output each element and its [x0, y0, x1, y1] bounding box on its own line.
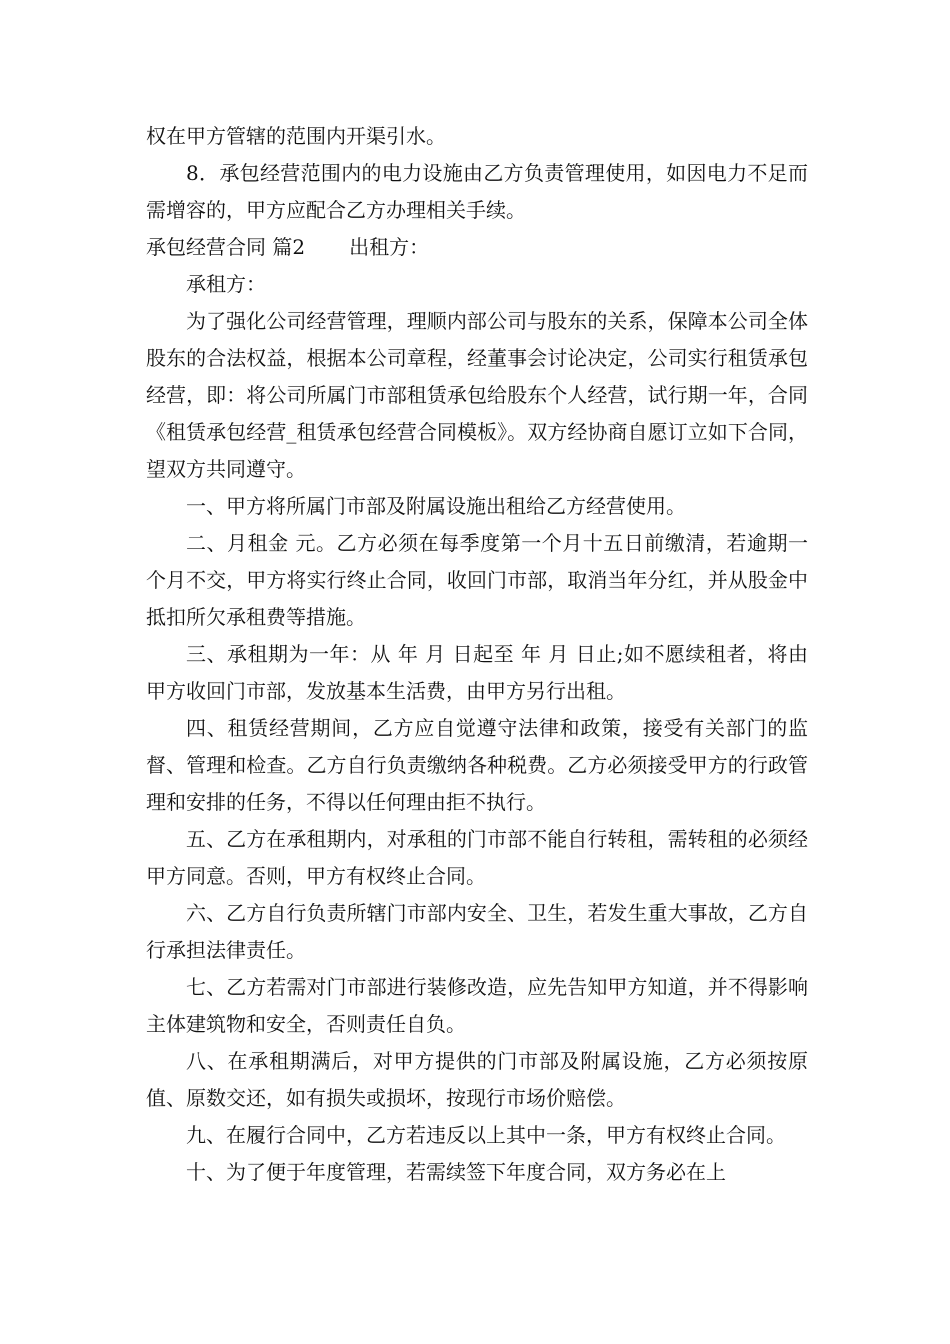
- paragraph-continuation: 权在甲方管辖的范围内开渠引水。: [146, 124, 446, 148]
- document-body: [146, 118, 808, 1191]
- paragraph-clause-1: 一、甲方将所属门市部及附属设施出租给乙方经营使用。: [186, 494, 686, 518]
- lessor-label: 出租方：: [349, 235, 430, 259]
- paragraph-clause-8b: 八、在承租期满后，对甲方提供的门市部及附属设施，乙方必须按原值、原数交还，如有损失或损坏，按现行市场价赔偿。: [146, 1049, 808, 1110]
- paragraph-clause-3: 三、承租期为一年：从 年 月 日起至 年 月 日止;如不愿续租者，将由甲方收回门市部，发放基本生活费，由甲方另行出租。: [146, 642, 808, 703]
- paragraph-clause-5: 五、乙方在承租期内，对承租的门市部不能自行转租，需转租的必须经甲方同意。否则，甲方有权终止合同。: [146, 827, 808, 888]
- paragraph-clause-6: 六、乙方自行负责所辖门市部内安全、卫生，若发生重大事故，乙方自行承担法律责任。: [146, 901, 808, 962]
- paragraph-clause-4: 四、租赁经营期间，乙方应自觉遵守法律和政策，接受有关部门的监督、管理和检查。乙方自行负责缴纳各种税费。乙方必须接受甲方的行政管理和安排的任务，不得以任何理由拒不执行。: [146, 716, 808, 814]
- paragraph-preamble: 为了强化公司经营管理，理顺内部公司与股东的关系，保障本公司全体股东的合法权益，根据本公司章程，经董事会讨论决定，公司实行租赁承包经营，即：将公司所属门市部租赁承包给股东个人经营，试行期一年，合同《租赁承包经营_租赁承包经营合同模板》。双方经协商自愿订立如下合同，望双方共同遵守。: [146, 309, 808, 481]
- paragraph-clause-7: 七、乙方若需对门市部进行装修改造，应先告知甲方知道，并不得影响主体建筑物和安全，否则责任自负。: [146, 975, 808, 1036]
- paragraph-clause-8: 8．承包经营范围内的电力设施由乙方负责管理使用，如因电力不足而需增容的，甲方应配合乙方办理相关手续。: [146, 161, 808, 222]
- section-title: 承包经营合同 篇2: [146, 235, 306, 259]
- section-heading-line: [146, 229, 808, 266]
- lessee-label: 承租方：: [186, 272, 266, 296]
- paragraph-clause-2: 二、月租金 元。乙方必须在每季度第一个月十五日前缴清，若逾期一个月不交，甲方将实行终止合同，收回门市部，取消当年分红，并从股金中抵扣所欠承租费等措施。: [146, 531, 808, 629]
- paragraph-clause-9: 九、在履行合同中，乙方若违反以上其中一条，甲方有权终止合同。: [186, 1123, 786, 1147]
- paragraph-clause-10: 十、为了便于年度管理，若需续签下年度合同，双方务必在上: [186, 1160, 726, 1184]
